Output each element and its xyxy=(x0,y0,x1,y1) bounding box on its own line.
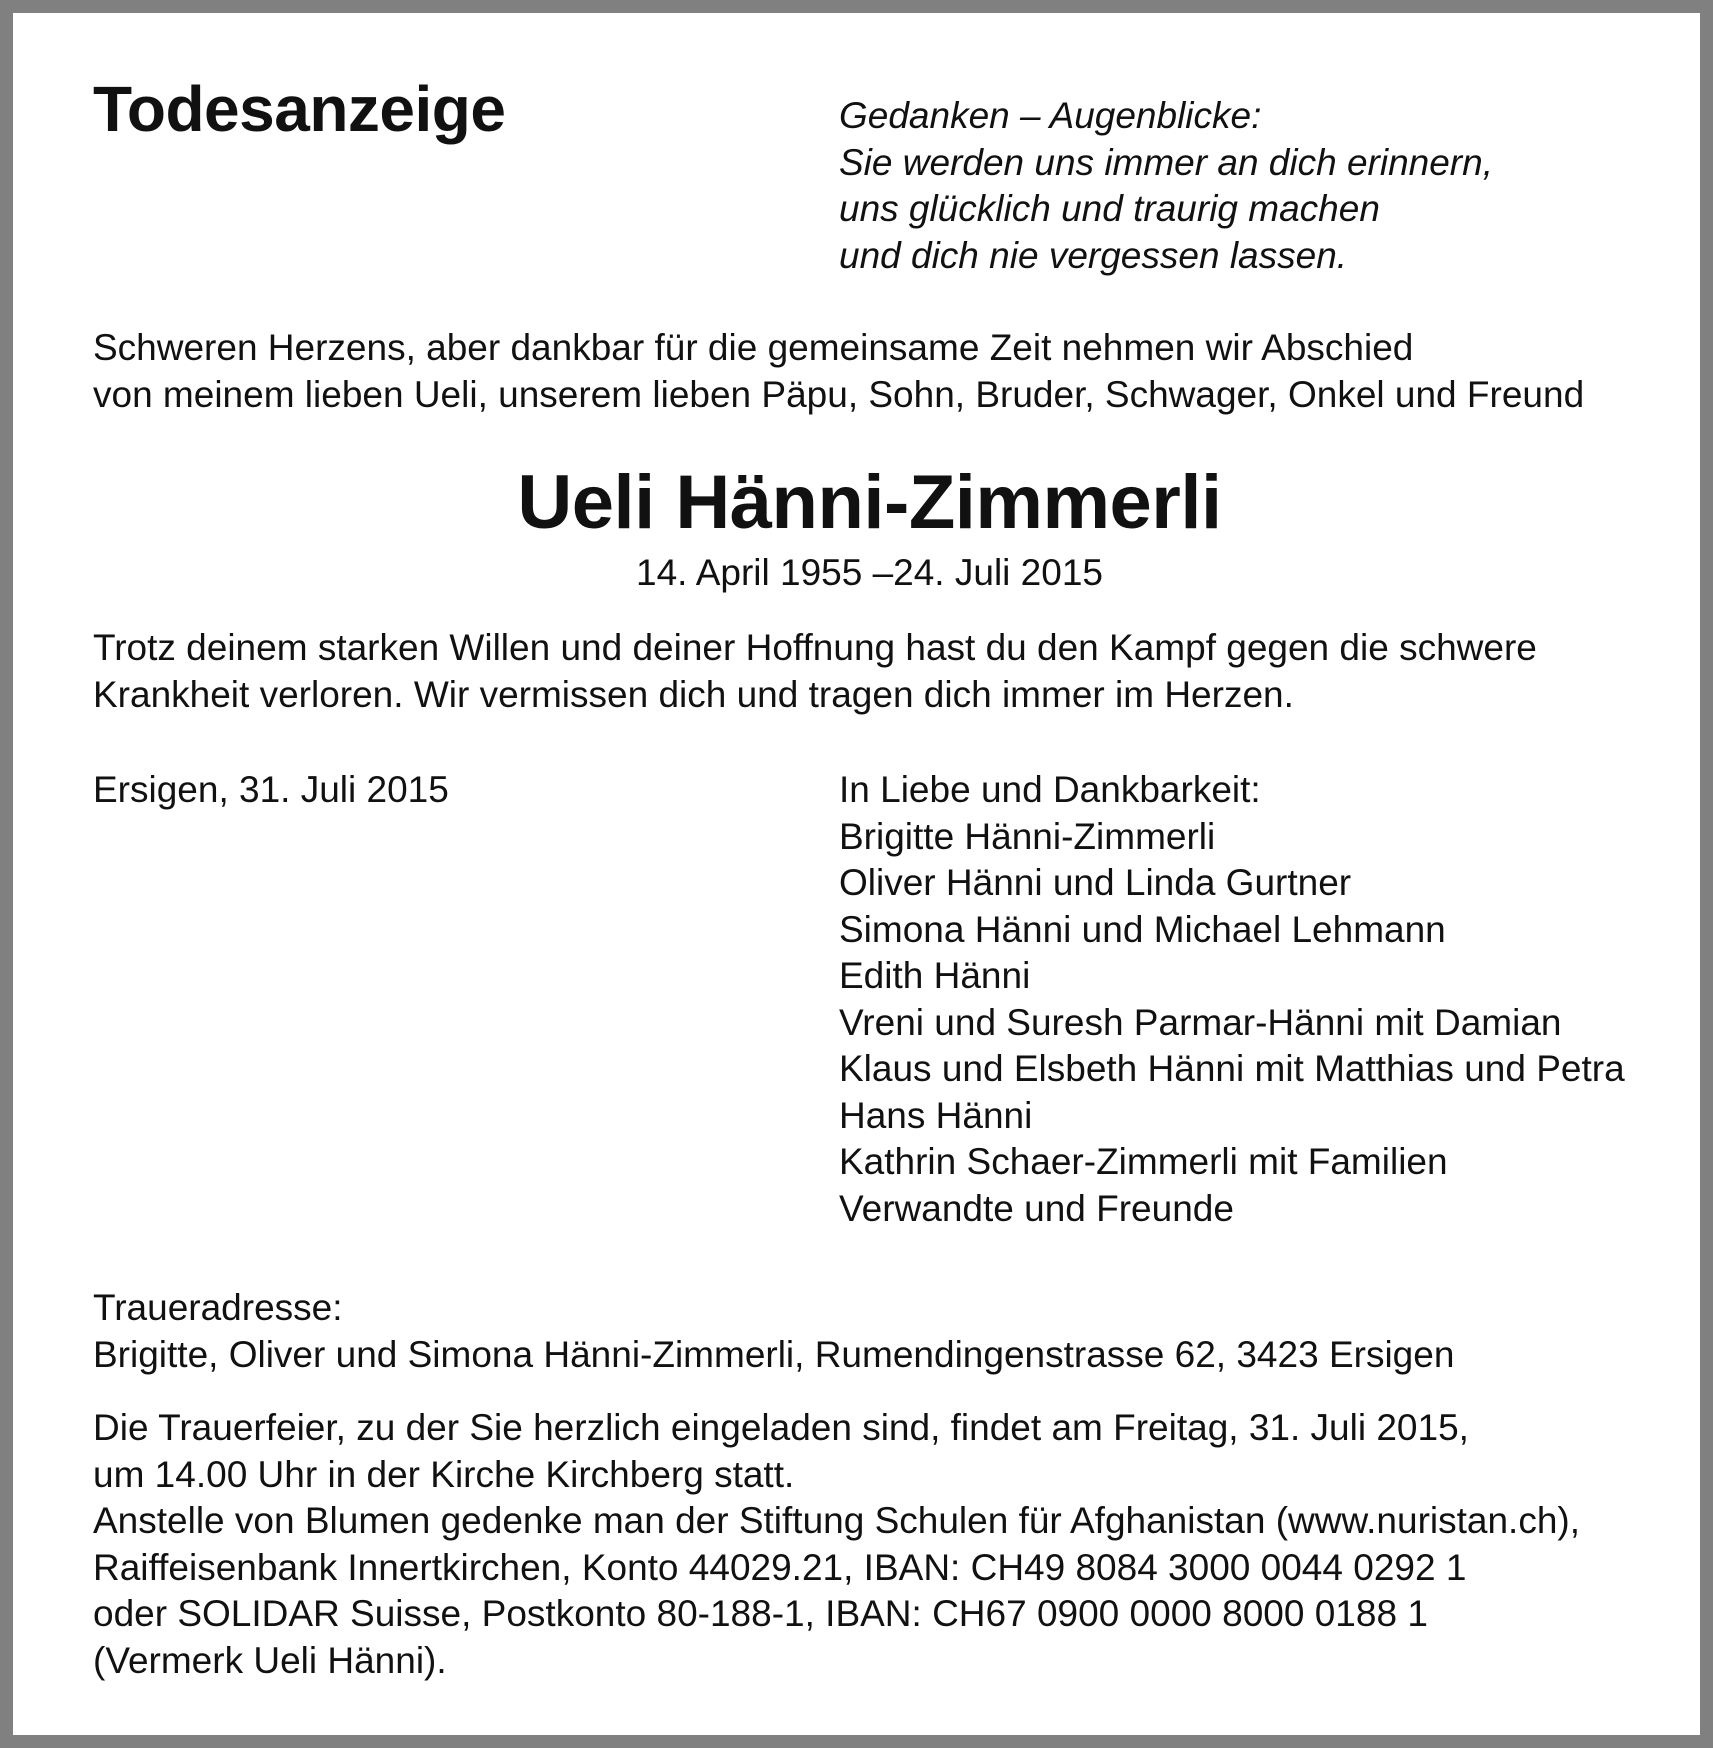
mourner-name: Simona Hänni und Michael Lehmann xyxy=(839,908,1446,950)
place-date: Ersigen, 31. Juli 2015 xyxy=(93,769,449,810)
message-paragraph xyxy=(93,625,1537,718)
service-line: Raiffeisenbank Innertkirchen, Konto 44029.21, IBAN: CH49 8084 3000 0044 0292 1 xyxy=(93,1546,1467,1588)
address-label: Traueradresse: xyxy=(93,1287,343,1328)
mourning-address xyxy=(93,1285,1454,1378)
address-value: Brigitte, Oliver und Simona Hänni-Zimmerli, Rumendingenstrasse 62, 3423 Ersigen xyxy=(93,1333,1455,1375)
mourner-name: Edith Hänni xyxy=(839,955,1031,996)
service-details xyxy=(93,1405,1580,1684)
mourner-name: Hans Hänni xyxy=(839,1094,1033,1136)
mourner-name: Kathrin Schaer-Zimmerli mit Familien xyxy=(839,1141,1448,1182)
service-line: (Vermerk Ueli Hänni). xyxy=(93,1639,447,1681)
life-dates: 14. April 1955 –24. Juli 2015 xyxy=(636,552,1103,593)
mourner-name: Klaus und Elsbeth Hänni mit Matthias und Petra xyxy=(839,1048,1625,1089)
service-line: oder SOLIDAR Suisse, Postkonto 80-188-1, IBAN: CH67 0900 0000 8000 0188 1 xyxy=(93,1593,1428,1634)
service-line: um 14.00 Uhr in der Kirche Kirchberg statt. xyxy=(93,1453,795,1495)
mourner-name: Vreni und Suresh Parmar-Hänni mit Damian xyxy=(839,1001,1562,1043)
intro-line: von meinem lieben Ueli, unserem lieben Päpu, Sohn, Bruder, Schwager, Onkel und Freund xyxy=(93,373,1585,415)
quote-line: Sie werden uns immer an dich erinnern, xyxy=(839,141,1493,183)
mourner-name: Oliver Hänni und Linda Gurtner xyxy=(839,862,1352,903)
service-line: Anstelle von Blumen gedenke man der Stiftung Schulen für Afghanistan (www.nuristan.ch), xyxy=(93,1500,1581,1541)
mourner-name: Brigitte Hänni-Zimmerli xyxy=(839,815,1216,857)
mourner-name: Verwandte und Freunde xyxy=(839,1187,1234,1229)
quote-line: Gedanken – Augenblicke: xyxy=(839,95,1262,136)
mourners-heading: In Liebe und Dankbarkeit: xyxy=(839,769,1261,810)
message-line: Krankheit verloren. Wir vermissen dich und tragen dich immer im Herzen. xyxy=(93,673,1294,715)
memorial-quote xyxy=(839,93,1493,279)
deceased-name: Ueli Hänni-Zimmerli xyxy=(517,460,1222,545)
quote-line: und dich nie vergessen lassen. xyxy=(839,234,1348,276)
intro-paragraph xyxy=(93,325,1584,418)
message-line: Trotz deinem starken Willen und deiner Hoffnung hast du den Kampf gegen die schwere xyxy=(93,627,1537,668)
service-line: Die Trauerfeier, zu der Sie herzlich eingeladen sind, findet am Freitag, 31. Juli 2015, xyxy=(93,1407,1469,1448)
notice-title: Todesanzeige xyxy=(93,73,506,145)
intro-line: Schweren Herzens, aber dankbar für die gemeinsame Zeit nehmen wir Abschied xyxy=(93,327,1414,368)
mourners-list xyxy=(839,767,1625,1232)
quote-line: uns glücklich und traurig machen xyxy=(839,188,1380,229)
